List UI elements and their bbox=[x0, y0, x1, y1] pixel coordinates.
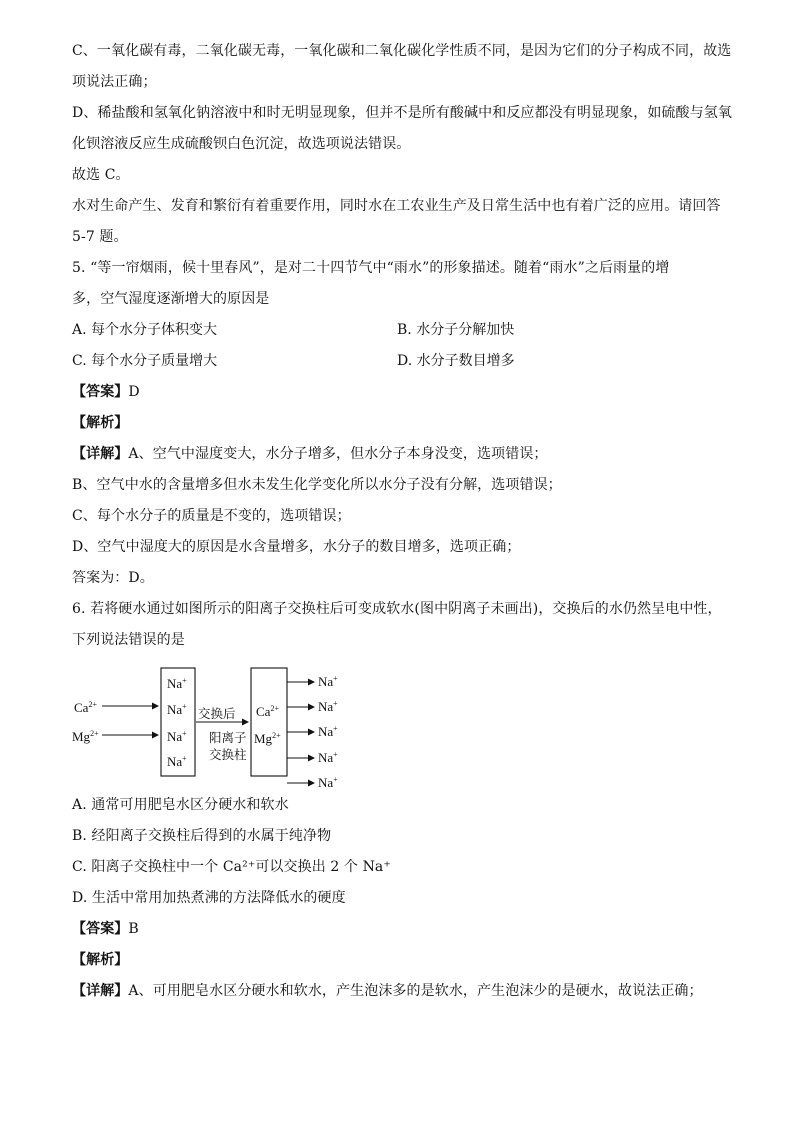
label-cation-exchange-1: 阳离子 bbox=[209, 730, 247, 745]
output-na-ion: Na+ bbox=[318, 699, 338, 714]
q6-stem-line: 下列说法错误的是 bbox=[72, 632, 185, 648]
ion-exchange-diagram bbox=[72, 662, 724, 788]
paragraph-line: 化钡溶液反应生成硫酸钡白色沉淀，故选项说法错误。 bbox=[72, 136, 411, 152]
q5-option-a: A. 每个水分子体积变大 bbox=[72, 322, 218, 338]
paragraph-line: C、一氧化碳有毒，二氧化碳无毒，一氧化碳和二氧化碳化学性质不同，是因为它们的分子构成不同，故选 bbox=[72, 43, 732, 59]
detail-text: A、空气中湿度变大，水分子增多，但水分子本身没变，选项错误； bbox=[128, 446, 548, 462]
ion-exchange-svg bbox=[72, 662, 372, 788]
input-mg-ion: $Mg^{2+}$ bbox=[72, 729, 99, 744]
q5-analysis-tag: 【解析】 bbox=[72, 415, 129, 431]
answer-value: B bbox=[128, 921, 139, 937]
detail-tag: 【详解】 bbox=[72, 983, 129, 999]
detail-tag: 【详解】 bbox=[72, 446, 129, 462]
output-na-ion: Na+ bbox=[318, 674, 338, 689]
q6-analysis-tag: 【解析】 bbox=[72, 952, 129, 968]
q5-detail-line: C、每个水分子的质量是不变的，选项错误； bbox=[72, 508, 351, 524]
label-after-exchange: 交换后 bbox=[198, 706, 236, 721]
column-na-ion: Na+ bbox=[167, 702, 187, 717]
paragraph-line: 故选 C。 bbox=[72, 167, 130, 183]
output-na-ion: Na+ bbox=[318, 724, 338, 739]
q5-detail-line: D、空气中湿度大的原因是水含量增多，水分子的数目增多，选项正确； bbox=[72, 539, 521, 555]
answer-tag: 【答案】 bbox=[72, 921, 129, 937]
q6-detail bbox=[72, 976, 724, 1007]
q5-option-b: B. 水分子分解加快 bbox=[397, 322, 515, 338]
q6-answer bbox=[72, 914, 724, 945]
output-na-ion: Na+ bbox=[318, 775, 338, 788]
output-na-ion: Na+ bbox=[318, 750, 338, 765]
q5-options-row bbox=[72, 315, 724, 346]
column-na-ion: Na+ bbox=[167, 729, 187, 744]
q5-detail-line: B、空气中水的含量增多但水未发生化学变化所以水分子没有分解，选项错误； bbox=[72, 477, 562, 493]
q6-option-c: C. 阳离子交换柱中一个 Ca²⁺可以交换出 2 个 Na⁺ bbox=[72, 859, 391, 875]
document-page bbox=[72, 36, 732, 1007]
paragraph-line: 5-7 题。 bbox=[72, 229, 128, 245]
paragraph-line: 水对生命产生、发育和繁衍有着重要作用，同时水在工农业生产及日常生活中也有着广泛的应用。请回答 bbox=[72, 198, 721, 214]
q6-option-d: D. 生活中常用加热煮沸的方法降低水的硬度 bbox=[72, 890, 346, 906]
detail-text: A、可用肥皂水区分硬水和软水，产生泡沫多的是软水，产生泡沫少的是硬水，故说法正确； bbox=[128, 983, 703, 999]
q6-stem-line: 6. 若将硬水通过如图所示的阳离子交换柱后可变成软水(图中阴离子未画出)，交换后的水仍然呈电中性， bbox=[72, 601, 722, 617]
q5-stem-line: 5. “等一帘烟雨，候十里春风”，是对二十四节气中“雨水”的形象描述。随着“雨水”之后雨量的增 bbox=[72, 260, 670, 276]
q5-option-d: D. 水分子数目增多 bbox=[397, 353, 515, 369]
q6-option-b: B. 经阳离子交换柱后得到的水属于纯净物 bbox=[72, 828, 332, 844]
column-na-ion: Na+ bbox=[167, 754, 187, 769]
q6-option-a: A. 通常可用肥皂水区分硬水和软水 bbox=[72, 797, 289, 813]
q5-answer bbox=[72, 377, 724, 408]
paragraph-line: D、稀盐酸和氢氧化钠溶液中和时无明显现象，但并不是所有酸碱中和反应都没有明显现象，如硫酸与氢氧 bbox=[72, 105, 732, 121]
column-box-after bbox=[251, 668, 287, 776]
answer-tag: 【答案】 bbox=[72, 384, 129, 400]
paragraph-line: 项说法正确； bbox=[72, 74, 157, 90]
q5-stem-line: 多，空气湿度逐渐增大的原因是 bbox=[72, 291, 270, 307]
q5-conclusion: 答案为：D。 bbox=[72, 570, 154, 586]
input-ca-ion: $Ca^{2+}$ bbox=[74, 700, 97, 715]
label-cation-exchange-2: 交换柱 bbox=[209, 747, 247, 762]
q5-detail bbox=[72, 439, 724, 470]
column-ca-ion: $Ca^{2+}$ bbox=[256, 704, 279, 719]
column-mg-ion: $Mg^{2+}$ bbox=[254, 731, 281, 746]
q5-option-c: C. 每个水分子质量增大 bbox=[72, 353, 218, 369]
column-na-ion: Na+ bbox=[167, 676, 187, 691]
q5-options-row bbox=[72, 346, 724, 377]
answer-value: D bbox=[128, 384, 140, 400]
